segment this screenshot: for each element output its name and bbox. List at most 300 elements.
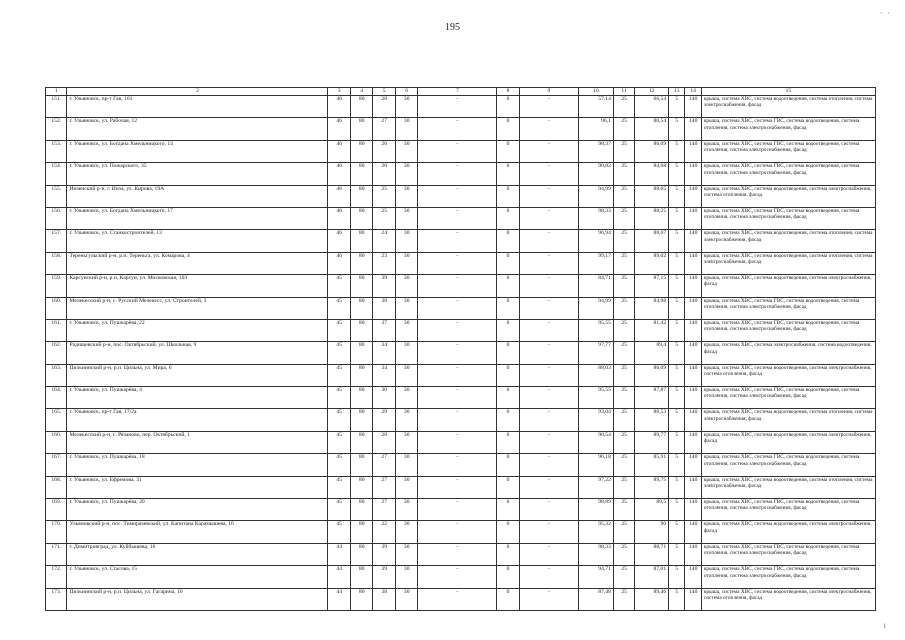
- col-12-cell: 89,02: [635, 252, 669, 274]
- col-8-cell: 0: [497, 95, 520, 117]
- table-header-row: [46, 88, 876, 96]
- col-6-cell: 30: [395, 543, 418, 565]
- works-list-cell: крыша, система ХВС, система ГВС, система водоотведения, система отопления, система электроснабжения, фасад: [701, 566, 875, 588]
- col-14-cell: 140: [685, 431, 701, 453]
- col-6-cell: 30: [395, 476, 418, 498]
- col-8-cell: 0: [497, 566, 520, 588]
- address-cell: г. Ульяновск, ул. Пожарского, 35: [67, 163, 328, 185]
- col-5-cell: 25: [373, 207, 396, 229]
- col-6-cell: 30: [395, 207, 418, 229]
- col-11-cell: 25: [613, 476, 634, 498]
- col-14-cell: 140: [685, 230, 701, 252]
- col-5-cell: 28: [373, 95, 396, 117]
- col-9-cell: -: [519, 118, 578, 140]
- col-13-cell: 5: [669, 140, 685, 162]
- col-4-cell: 80: [350, 185, 373, 207]
- works-list-cell: крыша, система ХВС, система водоотведения, система отопления, система электроснабжения, фасад: [701, 95, 875, 117]
- works-list-cell: крыша, система ХВС, система водоотведения, система отопления, система электроснабжения, фасад: [701, 409, 875, 431]
- col-10-cell: 96,1: [579, 118, 614, 140]
- col-11-cell: 25: [613, 297, 634, 319]
- col-6-cell: 30: [395, 431, 418, 453]
- col-11-cell: 25: [613, 185, 634, 207]
- col-12-cell: 89,77: [635, 431, 669, 453]
- col-8-cell: 0: [497, 342, 520, 364]
- col-6-cell: 30: [395, 454, 418, 476]
- col-4-cell: 80: [350, 207, 373, 229]
- address-cell: г. Ульяновск, ул. Богдана Хмельницкого, 17: [67, 207, 328, 229]
- col-13-cell: 5: [669, 431, 685, 453]
- col-10-cell: 96,94: [579, 230, 614, 252]
- col-10-cell: 98,37: [579, 140, 614, 162]
- col-3-cell: 45: [328, 319, 351, 341]
- address-cell: Тереньгульский р-н, р.п. Тереньга, ул. Комарова, 4: [67, 252, 328, 274]
- col-10-cell: 98,33: [579, 543, 614, 565]
- col-11-cell: 25: [613, 118, 634, 140]
- col-6-cell: 30: [395, 118, 418, 140]
- works-list-cell: крыша, система ХВС, система водоотведения, система отопления, система электроснабжения, фасад: [701, 230, 875, 252]
- col-12-cell: 88,53: [635, 409, 669, 431]
- col-10-cell: 57,14: [579, 95, 614, 117]
- col-10-cell: 94,99: [579, 297, 614, 319]
- col-10-cell: 90,82: [579, 163, 614, 185]
- address-cell: г. Ульяновск, ул. Пушкарёва, 4: [67, 387, 328, 409]
- col-11-cell: 25: [613, 454, 634, 476]
- col-8-cell: 0: [497, 387, 520, 409]
- col-4-cell: 80: [350, 95, 373, 117]
- col-9-cell: -: [519, 499, 578, 521]
- col-10-cell: 96,18: [579, 454, 614, 476]
- col-13-cell: 5: [669, 543, 685, 565]
- col-3-cell: 45: [328, 342, 351, 364]
- table-row: [46, 476, 876, 498]
- col-11-cell: 25: [613, 543, 634, 565]
- address-cell: г. Ульяновск, ул. Пушкарёва, 20: [67, 499, 328, 521]
- col-3-cell: 46: [328, 118, 351, 140]
- address-cell: г. Димитровград, ул. Куйбышева, 16: [67, 543, 328, 565]
- col-13-cell: 5: [669, 252, 685, 274]
- column-header-7: 7: [418, 88, 497, 96]
- row-number-cell: 168.: [46, 476, 67, 498]
- col-7-cell: -: [418, 95, 497, 117]
- col-8-cell: 0: [497, 140, 520, 162]
- works-list-cell: крыша, система ХВС, система водоотведения, система электроснабжения, фасад: [701, 521, 875, 543]
- col-6-cell: 30: [395, 566, 418, 588]
- col-4-cell: 80: [350, 342, 373, 364]
- col-14-cell: 140: [685, 499, 701, 521]
- address-cell: г. Ульяновск, ул. Богдана Хмельницкого, 14: [67, 140, 328, 162]
- works-list-cell: крыша, система ХВС, система водоотведения, система электроснабжения, фасад: [701, 431, 875, 453]
- works-list-cell: крыша, система ХВС, система водоотведения, система электроснабжения, система отопления, фасад: [701, 364, 875, 386]
- col-10-cell: 94,99: [579, 185, 614, 207]
- col-6-cell: 30: [395, 499, 418, 521]
- col-9-cell: -: [519, 431, 578, 453]
- col-6-cell: 30: [395, 409, 418, 431]
- col-11-cell: 25: [613, 95, 634, 117]
- col-11-cell: 25: [613, 207, 634, 229]
- col-11-cell: 25: [613, 521, 634, 543]
- col-13-cell: 5: [669, 319, 685, 341]
- works-list-cell: крыша, система ХВС, система ГВС, система водоотведения, система отопления, система электроснабжения, фасад: [701, 297, 875, 319]
- row-number-cell: 153.: [46, 140, 67, 162]
- column-header-8: 8: [497, 88, 520, 96]
- column-header-6: 6: [395, 88, 418, 96]
- table-row: [46, 230, 876, 252]
- col-3-cell: 46: [328, 95, 351, 117]
- works-list-cell: крыша, система ХВС, система водоотведения, система электроснабжения, фасад: [701, 275, 875, 297]
- col-12-cell: 89,5: [635, 499, 669, 521]
- col-12-cell: 87,87: [635, 387, 669, 409]
- col-10-cell: 97,22: [579, 476, 614, 498]
- col-3-cell: 46: [328, 207, 351, 229]
- col-10-cell: 98,89: [579, 499, 614, 521]
- row-number-cell: 159.: [46, 275, 67, 297]
- col-7-cell: -: [418, 118, 497, 140]
- col-5-cell: 27: [373, 454, 396, 476]
- col-5-cell: 37: [373, 319, 396, 341]
- col-8-cell: 0: [497, 297, 520, 319]
- col-8-cell: 0: [497, 118, 520, 140]
- works-list-cell: крыша, система ХВС, система водоотведения, система электроснабжения, система отопления, фасад: [701, 588, 875, 610]
- table-row: [46, 566, 876, 588]
- col-5-cell: 23: [373, 252, 396, 274]
- col-3-cell: 45: [328, 364, 351, 386]
- col-8-cell: 0: [497, 521, 520, 543]
- table-row: [46, 409, 876, 431]
- col-9-cell: -: [519, 454, 578, 476]
- col-9-cell: -: [519, 387, 578, 409]
- col-5-cell: 28: [373, 431, 396, 453]
- col-14-cell: 140: [685, 140, 701, 162]
- col-6-cell: 30: [395, 275, 418, 297]
- works-list-cell: крыша, система ХВС, система водоотведения, система отопления, система электроснабжения, фасад: [701, 252, 875, 274]
- col-13-cell: 5: [669, 275, 685, 297]
- col-6-cell: 30: [395, 521, 418, 543]
- col-7-cell: -: [418, 499, 497, 521]
- col-12-cell: 88,71: [635, 543, 669, 565]
- col-9-cell: -: [519, 95, 578, 117]
- column-header-15: 15: [701, 88, 875, 96]
- col-6-cell: 30: [395, 140, 418, 162]
- col-4-cell: 80: [350, 163, 373, 185]
- address-cell: г. Ульяновск, пр-т Гая, 17/2а: [67, 409, 328, 431]
- col-7-cell: -: [418, 163, 497, 185]
- column-header-13: 13: [669, 88, 685, 96]
- works-list-cell: крыша, система ХВС, система водоотведения, система электроснабжения, система отопления, фасад: [701, 185, 875, 207]
- col-9-cell: -: [519, 476, 578, 498]
- col-9-cell: -: [519, 275, 578, 297]
- col-14-cell: 140: [685, 118, 701, 140]
- col-11-cell: 25: [613, 409, 634, 431]
- col-12-cell: 84,68: [635, 163, 669, 185]
- col-11-cell: 25: [613, 588, 634, 610]
- table-row: [46, 275, 876, 297]
- col-7-cell: -: [418, 342, 497, 364]
- col-6-cell: 30: [395, 387, 418, 409]
- col-14-cell: 140: [685, 454, 701, 476]
- col-11-cell: 25: [613, 252, 634, 274]
- col-4-cell: 80: [350, 588, 373, 610]
- works-list-cell: крыша, система ХВС, система ГВС, система водоотведения, система отопления, система электроснабжения, фасад: [701, 454, 875, 476]
- col-14-cell: 140: [685, 521, 701, 543]
- col-5-cell: 38: [373, 588, 396, 610]
- row-number-cell: 162.: [46, 342, 67, 364]
- col-7-cell: -: [418, 409, 497, 431]
- col-13-cell: 5: [669, 476, 685, 498]
- col-5-cell: 27: [373, 499, 396, 521]
- address-cell: г. Ульяновск, ул. Пушкарёва, 22: [67, 319, 328, 341]
- col-9-cell: -: [519, 140, 578, 162]
- col-9-cell: -: [519, 230, 578, 252]
- col-14-cell: 140: [685, 364, 701, 386]
- col-6-cell: 30: [395, 588, 418, 610]
- col-4-cell: 80: [350, 297, 373, 319]
- address-cell: Цильнинский р-н, р.п. Цильна, ул. Мира, 6: [67, 364, 328, 386]
- table-row: [46, 163, 876, 185]
- col-7-cell: -: [418, 319, 497, 341]
- col-5-cell: 26: [373, 140, 396, 162]
- col-8-cell: 0: [497, 163, 520, 185]
- col-4-cell: 80: [350, 454, 373, 476]
- col-13-cell: 5: [669, 409, 685, 431]
- col-3-cell: 46: [328, 230, 351, 252]
- col-8-cell: 0: [497, 185, 520, 207]
- table-row: [46, 499, 876, 521]
- col-14-cell: 140: [685, 275, 701, 297]
- col-8-cell: 0: [497, 364, 520, 386]
- col-9-cell: -: [519, 566, 578, 588]
- col-3-cell: 46: [328, 140, 351, 162]
- column-header-2: 2: [67, 88, 328, 96]
- col-8-cell: 0: [497, 207, 520, 229]
- col-3-cell: 46: [328, 185, 351, 207]
- row-number-cell: 158.: [46, 252, 67, 274]
- works-list-cell: крыша, система ХВС, система ГВС, система водоотведения, система отопления, система электроснабжения, фасад: [701, 207, 875, 229]
- col-14-cell: 140: [685, 297, 701, 319]
- col-9-cell: -: [519, 521, 578, 543]
- works-list-cell: крыша, система ХВС, система водоотведения, система отопления, система электроснабжения, фасад: [701, 476, 875, 498]
- col-7-cell: -: [418, 275, 497, 297]
- address-cell: г. Ульяновск, ул. Рабочая, 12: [67, 118, 328, 140]
- col-4-cell: 80: [350, 499, 373, 521]
- col-6-cell: 30: [395, 95, 418, 117]
- col-8-cell: 0: [497, 319, 520, 341]
- address-cell: г. Ульяновск, пр-т Гая, 101: [67, 95, 328, 117]
- table-row: [46, 118, 876, 140]
- address-cell: Радищевский р-н, пос. Октябрьский, ул. Школьная, 9: [67, 342, 328, 364]
- table-body: [46, 95, 876, 610]
- col-14-cell: 140: [685, 319, 701, 341]
- row-number-cell: 165.: [46, 409, 67, 431]
- page-number: 195: [445, 22, 460, 33]
- col-3-cell: 44: [328, 566, 351, 588]
- col-14-cell: 140: [685, 342, 701, 364]
- col-14-cell: 140: [685, 185, 701, 207]
- col-13-cell: 5: [669, 297, 685, 319]
- column-header-1: 1: [46, 88, 67, 96]
- col-13-cell: 5: [669, 454, 685, 476]
- col-9-cell: -: [519, 543, 578, 565]
- row-number-cell: 156.: [46, 207, 67, 229]
- row-number-cell: 152.: [46, 118, 67, 140]
- col-14-cell: 140: [685, 588, 701, 610]
- table-row: [46, 364, 876, 386]
- col-6-cell: 30: [395, 163, 418, 185]
- col-7-cell: -: [418, 543, 497, 565]
- col-6-cell: 30: [395, 342, 418, 364]
- col-12-cell: 86,09: [635, 364, 669, 386]
- col-5-cell: 27: [373, 476, 396, 498]
- col-5-cell: 25: [373, 185, 396, 207]
- col-7-cell: -: [418, 140, 497, 162]
- col-7-cell: -: [418, 387, 497, 409]
- row-number-cell: 163.: [46, 364, 67, 386]
- col-11-cell: 25: [613, 499, 634, 521]
- row-number-cell: 170.: [46, 521, 67, 543]
- column-header-4: 4: [350, 88, 373, 96]
- col-6-cell: 30: [395, 185, 418, 207]
- col-12-cell: 87,15: [635, 275, 669, 297]
- col-12-cell: 66,54: [635, 95, 669, 117]
- col-6-cell: 30: [395, 364, 418, 386]
- col-11-cell: 25: [613, 230, 634, 252]
- col-8-cell: 0: [497, 252, 520, 274]
- col-6-cell: 30: [395, 297, 418, 319]
- col-12-cell: 88,65: [635, 185, 669, 207]
- row-number-cell: 167.: [46, 454, 67, 476]
- table-row: [46, 140, 876, 162]
- col-14-cell: 140: [685, 252, 701, 274]
- col-4-cell: 80: [350, 409, 373, 431]
- table-row: [46, 454, 876, 476]
- col-10-cell: 84,71: [579, 275, 614, 297]
- col-13-cell: 5: [669, 118, 685, 140]
- works-list-cell: крыша, система ХВС, система ГВС, система водоотведения, система отопления, система электроснабжения, фасад: [701, 543, 875, 565]
- works-list-cell: крыша, система ХВС, система ГВС, система водоотведения, система отопления, система электроснабжения, фасад: [701, 387, 875, 409]
- col-13-cell: 5: [669, 387, 685, 409]
- col-13-cell: 5: [669, 163, 685, 185]
- col-7-cell: -: [418, 207, 497, 229]
- col-7-cell: -: [418, 252, 497, 274]
- col-9-cell: -: [519, 207, 578, 229]
- table-row: [46, 342, 876, 364]
- col-12-cell: 89,46: [635, 588, 669, 610]
- col-8-cell: 0: [497, 454, 520, 476]
- column-header-11: 11: [613, 88, 634, 96]
- col-13-cell: 5: [669, 207, 685, 229]
- col-5-cell: 26: [373, 163, 396, 185]
- col-3-cell: 44: [328, 588, 351, 610]
- col-4-cell: 80: [350, 476, 373, 498]
- col-9-cell: -: [519, 342, 578, 364]
- works-list-cell: крыша, система ХВС, система ГВС, система водоотведения, система отопления, система электроснабжения, фасад: [701, 163, 875, 185]
- col-11-cell: 25: [613, 387, 634, 409]
- column-header-5: 5: [373, 88, 396, 96]
- address-cell: Ульяновский р-н, пос. Тимирязевский, ул. Капитана Карамышева, 16: [67, 521, 328, 543]
- col-7-cell: -: [418, 566, 497, 588]
- table-row: [46, 521, 876, 543]
- col-4-cell: 80: [350, 387, 373, 409]
- address-cell: Инзенский р-н, г. Инза, ул. Кирова, 19А: [67, 185, 328, 207]
- col-12-cell: 89,75: [635, 476, 669, 498]
- col-13-cell: 5: [669, 566, 685, 588]
- col-13-cell: 5: [669, 230, 685, 252]
- col-14-cell: 140: [685, 476, 701, 498]
- col-5-cell: 30: [373, 387, 396, 409]
- table-row: [46, 207, 876, 229]
- col-6-cell: 30: [395, 230, 418, 252]
- col-8-cell: 0: [497, 409, 520, 431]
- col-11-cell: 25: [613, 140, 634, 162]
- col-3-cell: 45: [328, 387, 351, 409]
- column-header-14: 14: [685, 88, 701, 96]
- table-row: [46, 387, 876, 409]
- col-5-cell: 29: [373, 409, 396, 431]
- col-5-cell: 34: [373, 342, 396, 364]
- address-cell: г. Ульяновск, ул. Ефремова, 31: [67, 476, 328, 498]
- col-4-cell: 80: [350, 431, 373, 453]
- col-9-cell: -: [519, 297, 578, 319]
- col-8-cell: 0: [497, 476, 520, 498]
- col-13-cell: 5: [669, 342, 685, 364]
- col-9-cell: -: [519, 252, 578, 274]
- row-number-cell: 151.: [46, 95, 67, 117]
- col-13-cell: 5: [669, 185, 685, 207]
- col-7-cell: -: [418, 364, 497, 386]
- col-7-cell: -: [418, 521, 497, 543]
- col-4-cell: 80: [350, 118, 373, 140]
- col-5-cell: 39: [373, 566, 396, 588]
- col-4-cell: 80: [350, 252, 373, 274]
- col-3-cell: 46: [328, 163, 351, 185]
- col-7-cell: -: [418, 297, 497, 319]
- col-5-cell: 27: [373, 118, 396, 140]
- col-9-cell: -: [519, 185, 578, 207]
- col-10-cell: 95,55: [579, 319, 614, 341]
- col-12-cell: 88,67: [635, 230, 669, 252]
- col-4-cell: 80: [350, 543, 373, 565]
- row-number-cell: 155.: [46, 185, 67, 207]
- address-cell: г. Ульяновск, ул. Стасова, 15: [67, 566, 328, 588]
- row-number-cell: 164.: [46, 387, 67, 409]
- col-10-cell: 95,32: [579, 521, 614, 543]
- row-number-cell: 154.: [46, 163, 67, 185]
- col-9-cell: -: [519, 409, 578, 431]
- col-4-cell: 80: [350, 230, 373, 252]
- works-list-cell: крыша, система ХВС, система электроснабжения, система водоотведения, фасад: [701, 342, 875, 364]
- address-cell: г. Ульяновск, ул. Пушкарёва, 18: [67, 454, 328, 476]
- col-3-cell: 45: [328, 521, 351, 543]
- col-14-cell: 140: [685, 409, 701, 431]
- col-14-cell: 140: [685, 207, 701, 229]
- col-4-cell: 80: [350, 364, 373, 386]
- col-4-cell: 80: [350, 521, 373, 543]
- row-number-cell: 166.: [46, 431, 67, 453]
- row-number-cell: 173.: [46, 588, 67, 610]
- col-7-cell: -: [418, 588, 497, 610]
- col-5-cell: 24: [373, 230, 396, 252]
- col-12-cell: 80,54: [635, 118, 669, 140]
- col-8-cell: 0: [497, 431, 520, 453]
- column-header-3: 3: [328, 88, 351, 96]
- table-row: [46, 588, 876, 610]
- table-row: [46, 297, 876, 319]
- col-7-cell: -: [418, 454, 497, 476]
- col-8-cell: 0: [497, 499, 520, 521]
- col-4-cell: 80: [350, 275, 373, 297]
- works-list-cell: крыша, система ХВС, система ГВС, система водоотведения, система отопления, система электроснабжения, фасад: [701, 118, 875, 140]
- col-10-cell: 99,17: [579, 252, 614, 274]
- column-header-10: 10: [579, 88, 614, 96]
